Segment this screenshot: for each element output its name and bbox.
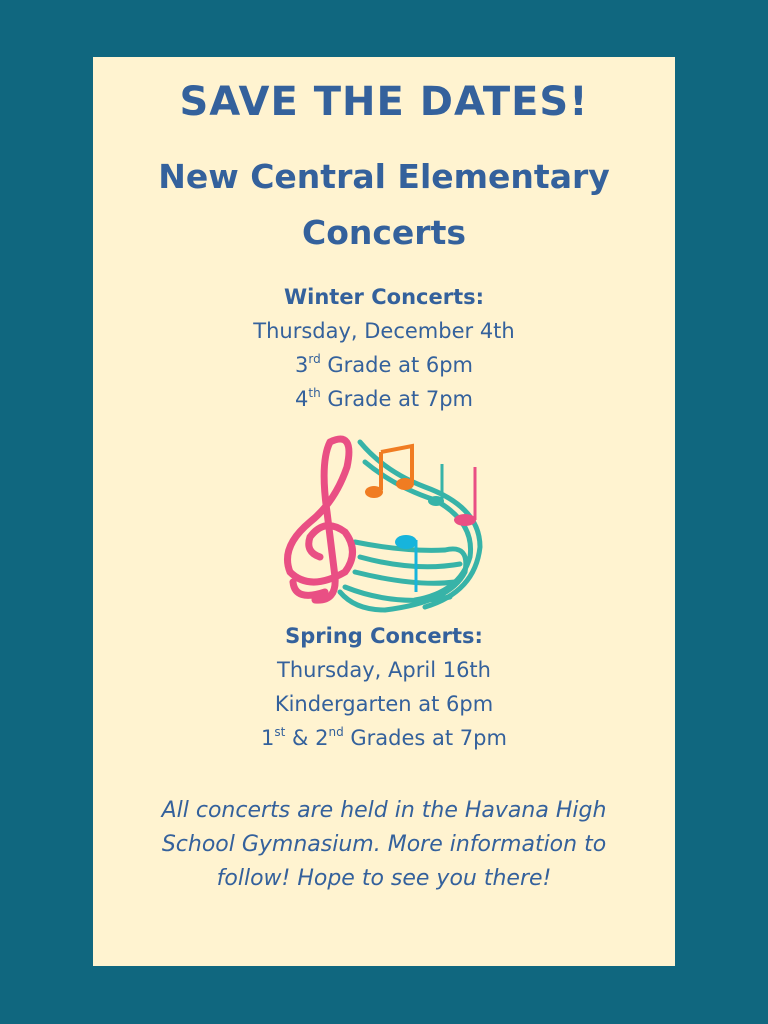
ordinal: th [308,386,321,400]
text: Grade at 7pm [320,387,473,411]
text: Grades at 7pm [343,726,507,750]
winter-line-4th-grade [93,387,675,411]
poster [93,57,675,966]
spring-line-kindergarten: Kindergarten at 6pm [274,692,494,716]
num: 1 [261,726,275,750]
text: Grade at 6pm [320,353,474,377]
ordinal: nd [328,725,344,739]
spring-heading: Spring Concerts: [285,624,483,648]
winter-line-3rd-grade [93,353,675,377]
num: 3 [294,353,309,377]
winter-date: Thursday, December 4th [253,319,515,343]
winter-heading: Winter Concerts: [283,285,485,309]
subtitle-line-2: Concerts [301,213,467,252]
music-notes-icon [275,432,495,622]
text: & 2 [285,726,329,750]
spring-date: Thursday, April 16th [277,658,491,682]
spring-line-1st-2nd-grades [93,726,675,750]
page-title: SAVE THE DATES! [179,79,589,125]
ordinal: st [274,725,286,739]
ordinal: rd [308,352,321,366]
subtitle-line-1: New Central Elementary [158,157,610,196]
num: 4 [295,387,309,411]
footer-note: All concerts are held in the Havana High School Gymnasium. More information to follow! Hope to see you there! [161,798,607,891]
